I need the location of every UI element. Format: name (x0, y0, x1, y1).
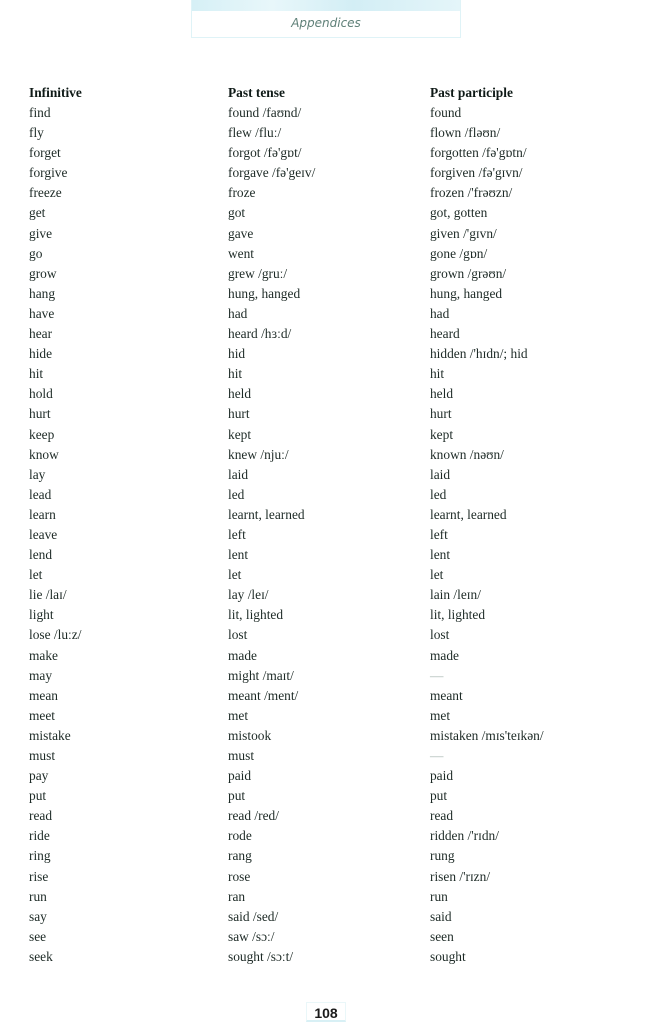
table-row (29, 686, 629, 706)
cell-infinitive: find (29, 105, 51, 120)
table-row (29, 445, 629, 465)
cell-past-tense: put (228, 788, 246, 804)
cell-past-tense: rode (228, 828, 252, 844)
cell-past-participle: led (429, 486, 447, 502)
cell-past-tense: flew /fluː/ (228, 125, 282, 141)
cell-past-participle: hidden /'hɪdn/; hid (429, 346, 528, 362)
cell-past-participle: hit (429, 366, 445, 382)
cell-infinitive: freeze (29, 185, 62, 201)
table-row (29, 545, 629, 565)
cell-infinitive: fly (29, 125, 44, 141)
table-row (29, 485, 629, 505)
cell-past-tense: gave (228, 225, 254, 241)
cell-infinitive: forget (29, 145, 61, 161)
cell-past-participle: lent (429, 547, 451, 563)
table-row (29, 786, 629, 806)
cell-past-tense: paid (228, 768, 252, 784)
table-row (29, 806, 629, 826)
cell-past-participle: mistaken /mɪs'teɪkən/ (429, 727, 544, 743)
table-row (29, 103, 629, 123)
cell-infinitive: give (29, 225, 53, 241)
cell-past-participle: known /nəʊn/ (429, 446, 504, 462)
cell-past-participle: risen /'rɪzn/ (429, 868, 491, 884)
cell-past-participle: let (429, 567, 444, 583)
table-row (29, 525, 629, 545)
table-header-row (29, 83, 629, 103)
table-row (29, 947, 629, 967)
cell-past-tense: hung, hanged (228, 285, 301, 301)
cell-infinitive: may (29, 667, 53, 683)
cell-past-tense: learnt, learned (228, 506, 305, 522)
cell-past-tense: said /sed/ (228, 908, 279, 924)
table-row (29, 244, 629, 264)
cell-past-tense: got (228, 205, 246, 221)
table-body (29, 103, 629, 967)
cell-past-participle: paid (429, 768, 454, 784)
cell-past-tense: lost (228, 627, 248, 643)
page-number: 108 (306, 1002, 346, 1022)
cell-infinitive: mean (29, 687, 58, 703)
cell-infinitive: hear (29, 326, 53, 342)
section-title: Appendices (291, 16, 361, 30)
cell-past-participle: gone /gɒn/ (429, 245, 488, 261)
cell-past-tense: made (228, 647, 257, 663)
cell-infinitive: lose /luːz/ (29, 627, 82, 643)
cell-past-tense: let (228, 567, 242, 583)
cell-past-tense: ran (228, 888, 246, 904)
table-row (29, 726, 629, 746)
cell-past-tense: kept (228, 426, 252, 442)
table-row (29, 746, 629, 766)
table-row (29, 364, 629, 384)
table-row (29, 766, 629, 786)
cell-past-participle: given /'gɪvn/ (429, 225, 497, 241)
cell-past-participle: met (429, 707, 451, 723)
table-row (29, 324, 629, 344)
table-row (29, 867, 629, 887)
cell-past-participle: left (429, 526, 448, 542)
cell-past-tense: saw /sɔː/ (228, 928, 275, 944)
cell-past-participle: heard (429, 326, 460, 342)
table-row (29, 706, 629, 726)
table-row (29, 826, 629, 846)
table-row (29, 907, 629, 927)
cell-infinitive: say (29, 908, 47, 924)
cell-infinitive: let (29, 567, 43, 583)
cell-past-participle: lit, lighted (429, 607, 486, 623)
cell-past-tense: lit, lighted (228, 607, 284, 623)
cell-past-participle: got, gotten (429, 205, 488, 221)
cell-past-participle: seen (429, 928, 454, 944)
cell-past-participle: lain /leɪn/ (429, 587, 481, 603)
cell-past-tense: hurt (228, 406, 250, 422)
cell-infinitive: hurt (29, 406, 51, 422)
table-row (29, 304, 629, 324)
cell-past-tense: laid (228, 466, 249, 482)
column-header-past-tense: Past tense (228, 85, 285, 100)
cell-past-tense: rose (228, 868, 251, 884)
table-row (29, 123, 629, 143)
cell-infinitive: lie /laɪ/ (29, 587, 67, 603)
cell-past-tense: forgot /fə'gɒt/ (228, 145, 302, 161)
cell-past-tense: led (228, 486, 245, 502)
cell-past-tense: found /faʊnd/ (228, 105, 302, 120)
cell-past-tense: mistook (228, 727, 272, 743)
cell-past-participle: laid (429, 466, 451, 482)
cell-infinitive: must (29, 748, 56, 763)
cell-infinitive: rise (29, 868, 49, 884)
cell-infinitive: hold (29, 386, 53, 402)
table-row (29, 224, 629, 244)
table-row (29, 384, 629, 404)
cell-infinitive: learn (29, 506, 56, 522)
cell-past-participle: hurt (429, 406, 452, 422)
irregular-verbs-table (29, 83, 629, 967)
cell-infinitive: hang (29, 285, 56, 301)
table-row (29, 666, 629, 686)
cell-past-participle: read (429, 808, 454, 824)
cell-infinitive: ring (29, 848, 51, 864)
cell-past-participle: said (429, 908, 452, 924)
cell-past-participle: hung, hanged (429, 285, 503, 301)
cell-past-tense: knew /njuː/ (228, 446, 289, 462)
cell-past-tense: read /red/ (228, 808, 279, 824)
cell-infinitive: have (29, 305, 55, 321)
cell-infinitive: hide (29, 346, 53, 362)
cell-infinitive: lead (29, 486, 52, 502)
cell-past-tense: sought /sɔːt/ (228, 948, 294, 964)
header-decorative-band (192, 0, 460, 11)
table-row (29, 625, 629, 645)
cell-past-tense: must (228, 748, 255, 763)
table-row (29, 183, 629, 203)
cell-past-participle: made (429, 647, 459, 663)
cell-past-participle: run (429, 888, 448, 904)
cell-past-participle: sought (429, 948, 466, 964)
table-row (29, 203, 629, 223)
cell-past-participle: meant (429, 687, 463, 703)
cell-past-participle: put (429, 788, 448, 804)
cell-infinitive: lay (29, 466, 46, 482)
cell-past-participle: — (429, 667, 444, 683)
cell-infinitive: lend (29, 547, 53, 563)
cell-past-participle: held (429, 386, 454, 402)
table-row (29, 425, 629, 445)
table-row (29, 585, 629, 605)
table-row (29, 264, 629, 284)
table-row (29, 163, 629, 183)
cell-infinitive: leave (29, 526, 58, 542)
cell-infinitive: grow (29, 265, 57, 281)
cell-past-participle: forgiven /fə'gɪvn/ (429, 165, 523, 181)
cell-infinitive: get (29, 205, 46, 221)
cell-past-participle: had (429, 305, 450, 321)
cell-infinitive: mistake (29, 727, 71, 743)
cell-past-tense: lay /leɪ/ (228, 587, 269, 603)
cell-past-tense: heard /hɜːd/ (228, 326, 292, 342)
cell-past-tense: forgave /fə'geɪv/ (228, 165, 316, 181)
table-row (29, 605, 629, 625)
cell-infinitive: run (29, 888, 47, 904)
cell-past-participle: forgotten /fə'gɒtn/ (429, 145, 527, 161)
cell-infinitive: make (29, 647, 58, 663)
cell-past-tense: lent (228, 547, 249, 563)
cell-infinitive: know (29, 446, 59, 462)
cell-past-participle: rung (429, 848, 455, 864)
cell-past-participle: frozen /'frəʊzn/ (429, 185, 513, 201)
table-row (29, 505, 629, 525)
cell-infinitive: ride (29, 828, 50, 844)
table-row (29, 927, 629, 947)
table-row (29, 846, 629, 866)
cell-past-participle: lost (429, 627, 450, 643)
cell-past-tense: met (228, 707, 249, 723)
cell-infinitive: seek (29, 948, 53, 964)
cell-past-participle: flown /fləʊn/ (429, 125, 501, 141)
cell-infinitive: meet (29, 707, 56, 723)
cell-past-participle: found (429, 105, 462, 120)
cell-past-participle: ridden /'rɪdn/ (429, 828, 499, 844)
cell-past-participle: learnt, learned (429, 506, 507, 522)
cell-past-tense: had (228, 305, 248, 321)
cell-past-participle: — (429, 748, 444, 763)
cell-infinitive: read (29, 808, 53, 824)
cell-past-tense: might /maɪt/ (228, 667, 294, 683)
table-row (29, 284, 629, 304)
cell-infinitive: pay (29, 768, 49, 784)
cell-past-tense: went (228, 245, 255, 261)
cell-past-tense: held (228, 386, 252, 402)
table-row (29, 465, 629, 485)
cell-past-participle: kept (429, 426, 454, 442)
cell-infinitive: light (29, 607, 54, 623)
cell-infinitive: forgive (29, 165, 68, 181)
cell-past-tense: froze (228, 185, 256, 201)
cell-past-tense: rang (228, 848, 252, 864)
cell-infinitive: see (29, 928, 47, 944)
running-header (191, 0, 461, 38)
cell-infinitive: hit (29, 366, 44, 382)
table-row (29, 887, 629, 907)
cell-infinitive: go (29, 245, 43, 261)
table-row (29, 404, 629, 424)
cell-past-participle: grown /grəʊn/ (429, 265, 507, 281)
cell-past-tense: meant /ment/ (228, 687, 299, 703)
table-row (29, 646, 629, 666)
cell-past-tense: hid (228, 346, 246, 362)
cell-past-tense: grew /gruː/ (228, 265, 288, 281)
column-header-infinitive: Infinitive (29, 85, 82, 100)
cell-infinitive: put (29, 788, 47, 804)
cell-past-tense: left (228, 526, 246, 542)
column-header-past-participle: Past participle (429, 85, 513, 100)
table-row (29, 143, 629, 163)
cell-infinitive: keep (29, 426, 55, 442)
cell-past-tense: hit (228, 366, 243, 382)
table-row (29, 344, 629, 364)
table-row (29, 565, 629, 585)
